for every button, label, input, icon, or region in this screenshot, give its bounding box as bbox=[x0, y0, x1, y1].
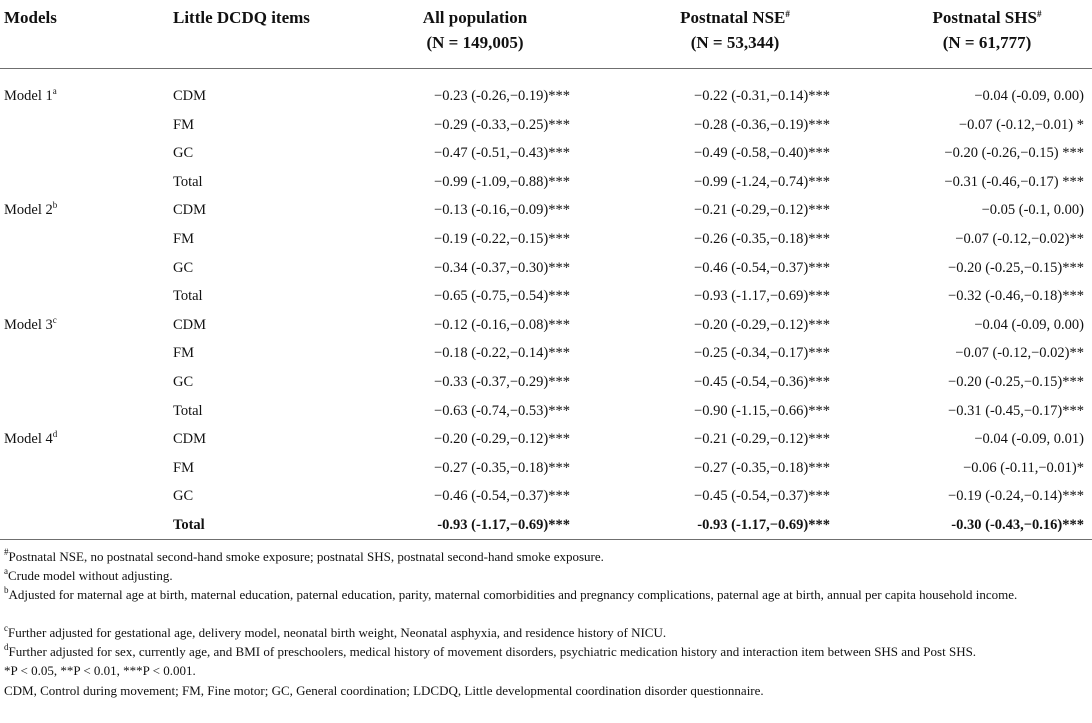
footnote-hash-mark: # bbox=[4, 547, 9, 557]
footnote-b-mark: b bbox=[4, 585, 9, 595]
item-label: CDM bbox=[173, 202, 207, 218]
header-nse-label-line bbox=[640, 5, 830, 30]
value-postnatal-nse: −0.20 (-0.29,−0.12)*** bbox=[694, 317, 830, 333]
footnote-abbreviations: CDM, Control during movement; FM, Fine motor; GC, General coordination; LDCDQ, Little developmental coordination disorder questionnaire. bbox=[4, 683, 764, 698]
item-label: FM bbox=[173, 345, 194, 361]
value-postnatal-shs: −0.04 (-0.09, 0.00) bbox=[974, 317, 1084, 333]
header-shs-mark: # bbox=[1036, 9, 1042, 19]
item-label: FM bbox=[173, 460, 194, 476]
footnote-b bbox=[4, 586, 1088, 603]
header-nse-label: Postnatal NSE bbox=[680, 8, 786, 27]
footnote-c-text: Further adjusted for gestational age, delivery model, neonatal birth weight, Neonatal asphyxia, and residence history of NICU. bbox=[8, 625, 667, 640]
item-label: Total bbox=[173, 288, 203, 304]
value-all-population: −0.18 (-0.22,−0.14)*** bbox=[434, 345, 570, 361]
value-postnatal-shs: −0.06 (-0.11,−0.01)* bbox=[963, 460, 1084, 476]
value-postnatal-shs: −0.07 (-0.12,−0.02)** bbox=[955, 345, 1084, 361]
value-postnatal-nse: −0.26 (-0.35,−0.18)*** bbox=[694, 231, 830, 247]
header-nse-n: (N = 53,344) bbox=[690, 33, 780, 52]
item-label: Total bbox=[173, 517, 205, 533]
value-all-population: −0.23 (-0.26,−0.19)*** bbox=[434, 88, 570, 104]
value-postnatal-nse: −0.27 (-0.35,−0.18)*** bbox=[694, 460, 830, 476]
value-postnatal-nse: −0.45 (-0.54,−0.37)*** bbox=[694, 488, 830, 504]
value-all-population: −0.19 (-0.22,−0.15)*** bbox=[434, 231, 570, 247]
value-postnatal-nse: −0.93 (-1.17,−0.69)*** bbox=[694, 288, 830, 304]
header-shs-n: (N = 61,777) bbox=[942, 33, 1032, 52]
header-postnatal-shs bbox=[890, 5, 1084, 55]
model-label bbox=[4, 311, 57, 339]
footnote-hash bbox=[4, 548, 1088, 565]
model-label bbox=[4, 82, 57, 110]
value-postnatal-nse: −0.99 (-1.24,−0.74)*** bbox=[694, 174, 830, 190]
model-footnote-mark: b bbox=[52, 200, 58, 210]
value-postnatal-shs: −0.20 (-0.25,−0.15)*** bbox=[948, 374, 1084, 390]
item-label: FM bbox=[173, 231, 194, 247]
item-label: CDM bbox=[173, 317, 207, 333]
value-postnatal-shs: −0.04 (-0.09, 0.00) bbox=[974, 88, 1084, 104]
value-all-population: −0.20 (-0.29,−0.12)*** bbox=[434, 431, 570, 447]
header-shs-label-line bbox=[890, 5, 1084, 30]
model-label bbox=[4, 425, 57, 453]
header-all-population bbox=[380, 5, 570, 55]
value-all-population: −0.63 (-0.74,−0.53)*** bbox=[434, 403, 570, 419]
value-postnatal-shs: -0.30 (-0.43,−0.16)*** bbox=[951, 517, 1084, 533]
footnote-d bbox=[4, 643, 1088, 660]
value-all-population: −0.34 (-0.37,−0.30)*** bbox=[434, 260, 570, 276]
value-postnatal-nse: −0.46 (-0.54,−0.37)*** bbox=[694, 260, 830, 276]
footnote-a-text: Crude model without adjusting. bbox=[8, 568, 173, 583]
value-postnatal-shs: −0.20 (-0.26,−0.15) *** bbox=[944, 145, 1084, 161]
value-all-population: −0.99 (-1.09,−0.88)*** bbox=[434, 174, 570, 190]
value-postnatal-shs: −0.31 (-0.46,−0.17) *** bbox=[944, 174, 1084, 190]
model-footnote-mark: a bbox=[52, 86, 57, 96]
footnote-d-mark: d bbox=[4, 642, 9, 652]
footnote-d-text: Further adjusted for sex, currently age, and BMI of preschoolers, medical history of movement disorders, psychiatric medication history and interaction item between SHS and Post SHS. bbox=[8, 644, 977, 659]
value-postnatal-shs: −0.31 (-0.45,−0.17)*** bbox=[948, 403, 1084, 419]
item-label: GC bbox=[173, 260, 194, 276]
value-postnatal-nse: -0.93 (-1.17,−0.69)*** bbox=[697, 517, 830, 533]
value-all-population: −0.46 (-0.54,−0.37)*** bbox=[434, 488, 570, 504]
value-postnatal-nse: −0.21 (-0.29,−0.12)*** bbox=[694, 202, 830, 218]
value-postnatal-nse: −0.22 (-0.31,−0.14)*** bbox=[694, 88, 830, 104]
value-postnatal-nse: −0.28 (-0.36,−0.19)*** bbox=[694, 117, 830, 133]
footnote-p-values: *P < 0.05, **P < 0.01, ***P < 0.001. bbox=[4, 663, 196, 678]
value-all-population: −0.65 (-0.75,−0.54)*** bbox=[434, 288, 570, 304]
value-postnatal-shs: −0.04 (-0.09, 0.01) bbox=[974, 431, 1084, 447]
value-postnatal-shs: −0.07 (-0.12,−0.02)** bbox=[955, 231, 1084, 247]
value-all-population: −0.12 (-0.16,−0.08)*** bbox=[434, 317, 570, 333]
header-nse-mark: # bbox=[785, 9, 790, 19]
value-all-population: −0.47 (-0.51,−0.43)*** bbox=[434, 145, 570, 161]
value-postnatal-nse: −0.90 (-1.15,−0.66)*** bbox=[694, 403, 830, 419]
model-footnote-mark: c bbox=[52, 315, 57, 325]
item-label: GC bbox=[173, 488, 194, 504]
header-items: Little DCDQ items bbox=[173, 8, 310, 27]
value-postnatal-nse: −0.49 (-0.58,−0.40)*** bbox=[694, 145, 830, 161]
value-all-population: −0.33 (-0.37,−0.29)*** bbox=[434, 374, 570, 390]
value-postnatal-nse: −0.25 (-0.34,−0.17)*** bbox=[694, 345, 830, 361]
model-name: Model 4 bbox=[4, 431, 53, 447]
item-label: FM bbox=[173, 117, 194, 133]
model-name: Model 3 bbox=[4, 317, 53, 333]
value-postnatal-shs: −0.07 (-0.12,−0.01) * bbox=[958, 117, 1084, 133]
value-postnatal-nse: −0.45 (-0.54,−0.36)*** bbox=[694, 374, 830, 390]
footnote-hash-text: Postnatal NSE, no postnatal second-hand smoke exposure; postnatal SHS, postnatal second-hand smoke exposure. bbox=[8, 549, 604, 564]
value-all-population: -0.93 (-1.17,−0.69)*** bbox=[437, 517, 570, 533]
value-all-population: −0.27 (-0.35,−0.18)*** bbox=[434, 460, 570, 476]
item-label: Total bbox=[173, 174, 203, 190]
header-postnatal-nse bbox=[640, 5, 830, 55]
value-postnatal-shs: −0.19 (-0.24,−0.14)*** bbox=[948, 488, 1084, 504]
value-all-population: −0.13 (-0.16,−0.09)*** bbox=[434, 202, 570, 218]
header-all-label: All population bbox=[422, 8, 528, 27]
footnote-c-mark: c bbox=[4, 623, 8, 633]
header-shs-label: Postnatal SHS bbox=[932, 8, 1037, 27]
value-postnatal-nse: −0.21 (-0.29,−0.12)*** bbox=[694, 431, 830, 447]
item-label: GC bbox=[173, 145, 194, 161]
model-footnote-mark: d bbox=[52, 429, 58, 439]
item-label: CDM bbox=[173, 88, 207, 104]
model-name: Model 1 bbox=[4, 88, 53, 104]
footnote-b-text: Adjusted for maternal age at birth, maternal education, paternal education, parity, maternal comorbidities and pregnancy complications, paternal age at birth, annual per capita household income. bbox=[8, 587, 1018, 602]
model-label bbox=[4, 196, 57, 224]
footnote-a-mark: a bbox=[4, 566, 8, 576]
header-all-n: (N = 149,005) bbox=[426, 33, 524, 52]
footnote-a bbox=[4, 567, 1088, 584]
item-label: GC bbox=[173, 374, 194, 390]
value-postnatal-shs: −0.20 (-0.25,−0.15)*** bbox=[948, 260, 1084, 276]
header-models: Models bbox=[4, 8, 57, 27]
value-postnatal-shs: −0.05 (-0.1, 0.00) bbox=[981, 202, 1084, 218]
table-bottom-divider bbox=[0, 539, 1092, 540]
value-all-population: −0.29 (-0.33,−0.25)*** bbox=[434, 117, 570, 133]
item-label: Total bbox=[173, 403, 203, 419]
value-postnatal-shs: −0.32 (-0.46,−0.18)*** bbox=[948, 288, 1084, 304]
header-divider bbox=[0, 68, 1092, 69]
model-name: Model 2 bbox=[4, 202, 53, 218]
item-label: CDM bbox=[173, 431, 207, 447]
footnote-c bbox=[4, 624, 1088, 641]
